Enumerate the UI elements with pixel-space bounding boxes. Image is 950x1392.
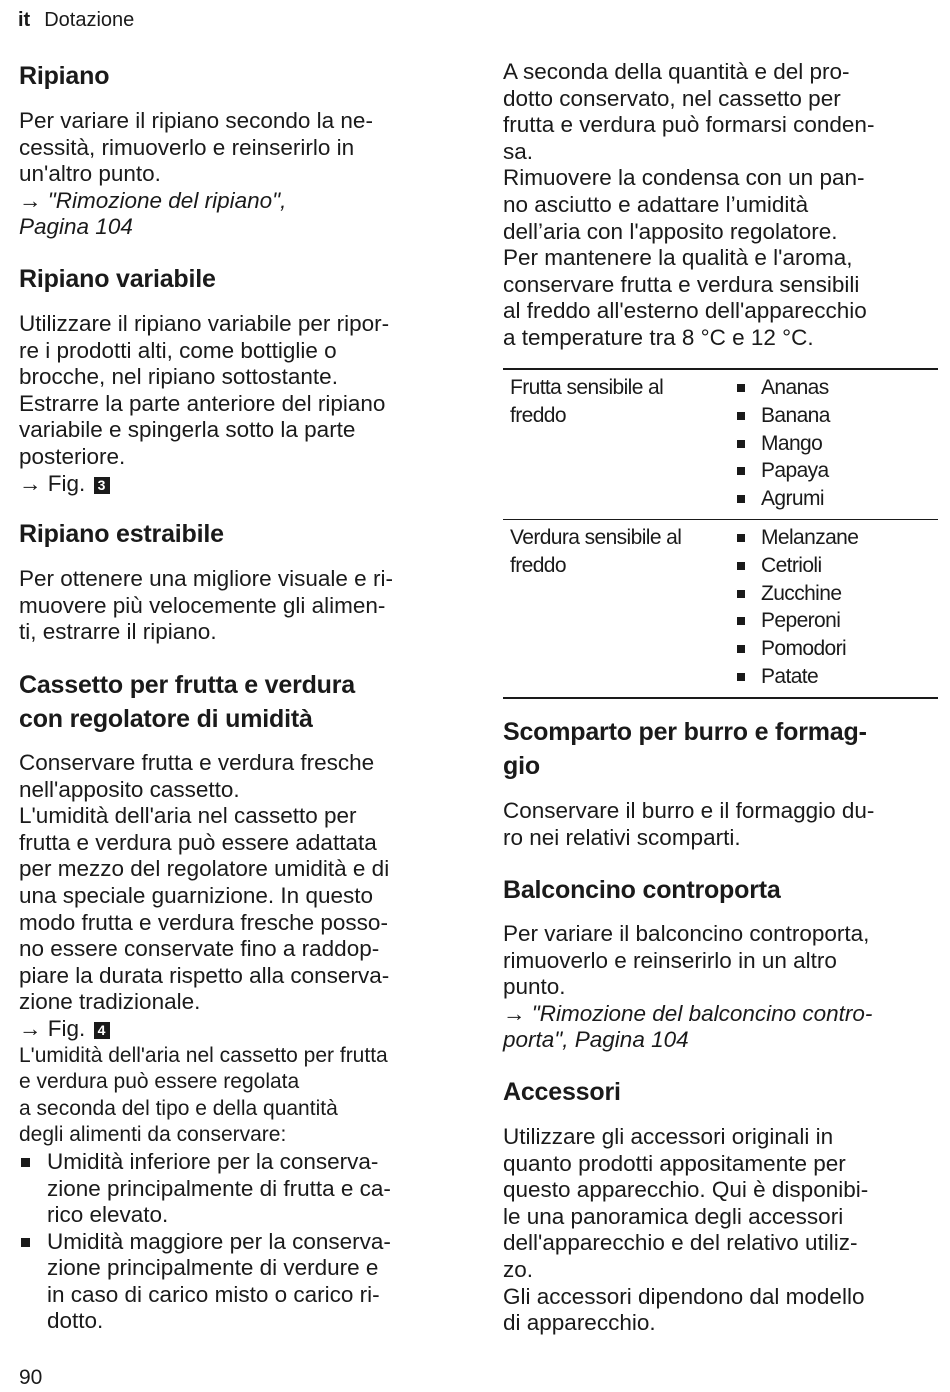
section-ripiano [19, 59, 459, 93]
page-header [18, 9, 134, 32]
list-item: Pomodori [728, 635, 938, 663]
heading-burro-line1: Scomparto per burro e formag- [503, 718, 867, 746]
language-code: it [18, 9, 31, 31]
fig-label: Fig. [47, 470, 86, 496]
heading-ripiano-estraibile: Ripiano estraibile [19, 520, 224, 548]
ripiano-variabile-text: Utilizzare il ripiano variabile per ripor- re i prodotti alti, come bottiglie o brocche, nel ripiano sottostante. Estrarre la parte anteriore del ripiano variabile e spingerla sotto la parte posteriore. [19, 311, 390, 469]
ref-text: "Rimozione del balconcino contro- [531, 1000, 873, 1026]
heading-cassetto-line2: con regolatore di umidità [19, 705, 313, 733]
table-cell-category: Verdura sensibile al freddo [510, 525, 682, 577]
ripiano-variabile-body [19, 311, 459, 497]
section-accessori [503, 1075, 938, 1109]
section-burro [503, 715, 938, 783]
ripiano-estraibile-text: Per ottenere una migliore visuale e ri- muovere più velocemente gli alimen- ti, estrarre il ripiano. [19, 566, 393, 645]
ref-page: porta", Pagina 104 [503, 1027, 689, 1053]
figure-number-badge: 4 [94, 1022, 110, 1039]
vegetable-list [728, 524, 938, 691]
accessori-body [503, 1124, 938, 1337]
burro-body [503, 798, 938, 851]
ref-page: Pagina 104 [19, 214, 133, 240]
humidity-bullet-list [19, 1149, 459, 1335]
accessori-text-2: Gli accessori dipendono dal modello di apparecchio. [503, 1283, 865, 1336]
cassetto-body [19, 750, 459, 1335]
cassetto-text-3: L'umidità dell'aria nel cassetto per frutta e verdura può essere regolata a seconda del tipo e della quantità degli alimenti da conservare: [19, 1043, 388, 1147]
accessori-text-1: Utilizzare gli accessori originali in quanto prodotti appositamente per questo apparecchio. Qui è disponibi- le una panoramica degli accessori dell'apparecchio e del relativo utiliz- zo. [503, 1124, 869, 1282]
cassetto-text-1: Conservare frutta e verdura fresche nell'apposito cassetto. [19, 750, 375, 802]
ref-text: "Rimozione del ripiano", [47, 187, 287, 213]
cold-sensitive-table [503, 368, 938, 699]
balconcino-body [503, 921, 938, 1054]
list-item: Mango [728, 430, 938, 458]
table-cell-category: Frutta sensibile al freddo [510, 376, 664, 427]
intro-text-1: A seconda della quantità e del pro- dotto conservato, nel cassetto per frutta e verdura può formarsi conden- sa. [503, 59, 875, 164]
burro-text: Conservare il burro e il formaggio du- ro nei relativi scomparti. [503, 798, 875, 850]
heading-ripiano: Ripiano [19, 62, 110, 90]
heading-accessori: Accessori [503, 1078, 621, 1106]
table-row [503, 519, 938, 697]
arrow-right-icon: → [503, 1000, 526, 1026]
section-balconcino [503, 873, 938, 907]
heading-burro-line2: gio [503, 752, 540, 780]
heading-ripiano-variabile: Ripiano variabile [19, 265, 216, 293]
section-title: Dotazione [44, 9, 135, 31]
figure-number-badge: 3 [94, 477, 110, 494]
list-item: Ananas [728, 374, 938, 402]
arrow-right-icon: → [19, 1015, 42, 1041]
ripiano-text: Per variare il ripiano secondo la ne- cessità, rimuoverlo e reinserirlo in un'altro punto. [19, 108, 373, 187]
list-item: Cetrioli [728, 552, 938, 580]
fig-label: Fig. [47, 1015, 86, 1041]
intro-text-2: Rimuovere la condensa con un pan- no asciutto e adattare l’umidità dell’aria con l'apposito regolatore. [503, 165, 865, 244]
table-cell-items [728, 519, 938, 697]
list-item: Peperoni [728, 607, 938, 635]
arrow-right-icon: → [19, 187, 42, 213]
list-item: Umidità maggiore per la conserva- zione principalmente di verdure e in caso di carico misto o carico ri- dotto. [19, 1229, 459, 1335]
list-item: Melanzane [728, 524, 938, 552]
list-item: Banana [728, 402, 938, 430]
cassetto-text-2: L'umidità dell'aria nel cassetto per frutta e verdura può essere adattata per mezzo del regolatore umidità e di una speciale guarnizione. In questo modo frutta e verdura fresche posso- no essere conservate fino a raddop- piare la durata rispetto alla conserva- zione tradizionale. [19, 803, 390, 1015]
balconcino-cross-reference[interactable] [503, 1001, 938, 1054]
arrow-right-icon: → [19, 470, 42, 496]
fruit-list [728, 374, 938, 513]
ripiano-estraibile-body [19, 566, 459, 646]
heading-balconcino: Balconcino controporta [503, 876, 781, 904]
ripiano-body [19, 108, 459, 241]
intro-text-3: Per mantenere la qualità e l'aroma, conservare frutta e verdura sensibili al freddo all'esterno dell'apparecchio a temperature tra 8 °C e 12 °C. [503, 245, 867, 350]
section-ripiano-variabile [19, 262, 459, 296]
list-item: Agrumi [728, 485, 938, 513]
fig-reference-4[interactable] [19, 1016, 459, 1043]
fig-reference-3[interactable] [19, 471, 459, 498]
list-item: Zucchine [728, 580, 938, 608]
balconcino-text: Per variare il balconcino controporta, rimuoverlo e reinserirlo in un altro punto. [503, 921, 870, 1000]
list-item: Patate [728, 663, 938, 691]
table-row [503, 369, 938, 519]
section-ripiano-estraibile [19, 517, 459, 551]
table-cell-items [728, 369, 938, 519]
heading-cassetto-line1: Cassetto per frutta e verdura [19, 671, 355, 699]
list-item: Papaya [728, 457, 938, 485]
list-item: Umidità inferiore per la conserva- zione principalmente di frutta e ca- rico elevato. [19, 1149, 459, 1229]
condensa-body [503, 59, 938, 352]
ripiano-cross-reference[interactable] [19, 188, 459, 241]
section-cassetto [19, 668, 459, 736]
page-number: 90 [19, 1366, 43, 1389]
